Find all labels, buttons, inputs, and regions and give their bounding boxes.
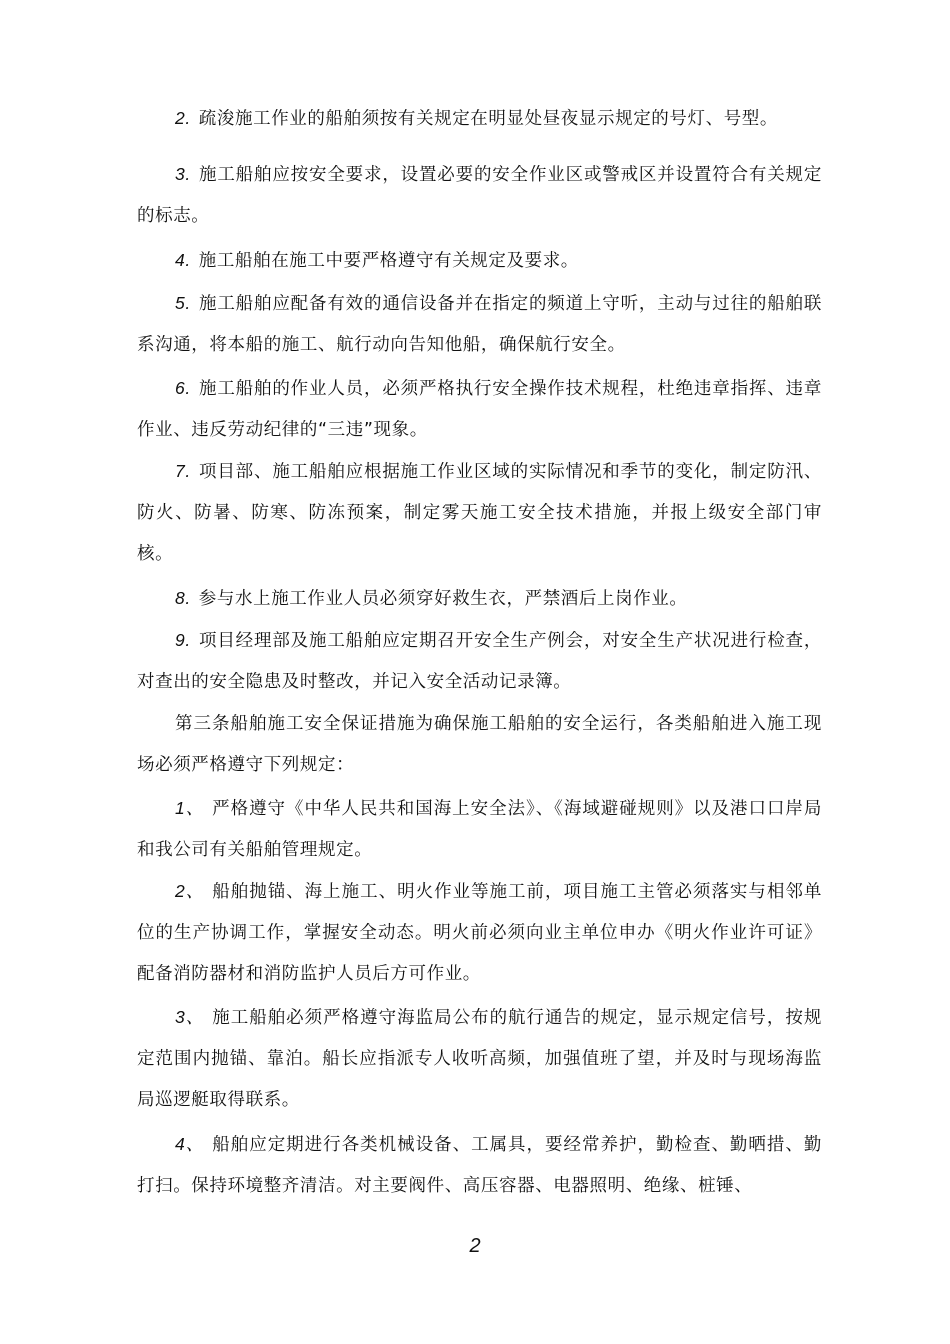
page-number: 2 xyxy=(469,1235,481,1257)
item-number: 1、 xyxy=(175,798,205,818)
item-number: 2、 xyxy=(175,881,205,901)
item-number: 4. xyxy=(175,250,191,270)
item-number: 5. xyxy=(175,293,191,313)
paragraph-text: 施工船舶在施工中要严格遵守有关规定及要求。 xyxy=(198,251,579,271)
paragraph-text: 第三条船舶施工安全保证措施为确保施工船舶的安全运行，各类船舶进入施工现场必须严格遵守下列规定： xyxy=(137,714,822,775)
paragraph-item-5 xyxy=(137,283,822,366)
paragraph-item-3 xyxy=(137,154,822,237)
paragraph-item-2 xyxy=(137,98,822,140)
item-number: 6. xyxy=(175,378,191,398)
paragraph-text: 船舶抛锚、海上施工、明火作业等施工前，项目施工主管必须落实与相邻单位的生产协调工作，掌握安全动态。明火前必须向业主单位申办《明火作业许可证》配备消防器材和消防监护人员后方可作业。 xyxy=(137,882,822,984)
item-number: 3. xyxy=(175,164,191,184)
paragraph-text: 施工船舶必须严格遵守海监局公布的航行通告的规定，显示规定信号，按规定范围内抛锚、靠泊。船长应指派专人收听高频，加强值班了望，并及时与现场海监局巡逻艇取得联系。 xyxy=(137,1008,822,1110)
item-number: 9. xyxy=(175,630,191,650)
paragraph-text: 施工船舶的作业人员，必须严格执行安全操作技术规程，杜绝违章指挥、违章作业、违反劳动纪律的“三违”现象。 xyxy=(137,379,822,440)
item-number: 4、 xyxy=(175,1134,205,1154)
item-number: 8. xyxy=(175,588,191,608)
item-number: 3、 xyxy=(175,1007,205,1027)
paragraph-rule-4 xyxy=(137,1124,822,1207)
paragraph-text: 参与水上施工作业人员必须穿好救生衣，严禁酒后上岗作业。 xyxy=(198,589,688,609)
article-three-paragraph xyxy=(137,704,822,786)
paragraph-item-9 xyxy=(137,620,822,703)
paragraph-text: 严格遵守《中华人民共和国海上安全法》、《海域避碰规则》以及港口口岸局和我公司有关船舶管理规定。 xyxy=(137,799,822,860)
paragraph-item-7 xyxy=(137,451,822,575)
paragraph-rule-2 xyxy=(137,871,822,995)
paragraph-item-4 xyxy=(137,240,822,282)
paragraph-item-6 xyxy=(137,368,822,451)
paragraph-rule-1 xyxy=(137,788,822,871)
paragraph-text: 项目经理部及施工船舶应定期召开安全生产例会，对安全生产状况进行检查，对查出的安全隐患及时整改，并记入安全活动记录簿。 xyxy=(137,631,822,692)
paragraph-item-8 xyxy=(137,578,822,620)
item-number: 7. xyxy=(175,461,191,481)
paragraph-text: 施工船舶应按安全要求，设置必要的安全作业区或警戒区并设置符合有关规定的标志。 xyxy=(137,165,822,226)
paragraph-text: 船舶应定期进行各类机械设备、工属具，要经常养护，勤检查、勤晒措、勤打扫。保持环境整齐清洁。对主要阀件、高压容器、电器照明、绝缘、桩锤、 xyxy=(137,1135,822,1196)
paragraph-text: 施工船舶应配备有效的通信设备并在指定的频道上守听，主动与过往的船舶联系沟通，将本船的施工、航行动向告知他船，确保航行安全。 xyxy=(137,294,822,355)
paragraph-text: 疏浚施工作业的船舶须按有关规定在明显处昼夜显示规定的号灯、号型。 xyxy=(198,109,778,129)
paragraph-text: 项目部、施工船舶应根据施工作业区域的实际情况和季节的变化，制定防汛、防火、防暑、防寒、防冻预案，制定雾天施工安全技术措施，并报上级安全部门审核。 xyxy=(137,462,822,564)
item-number: 2. xyxy=(175,108,191,128)
paragraph-rule-3 xyxy=(137,997,822,1121)
